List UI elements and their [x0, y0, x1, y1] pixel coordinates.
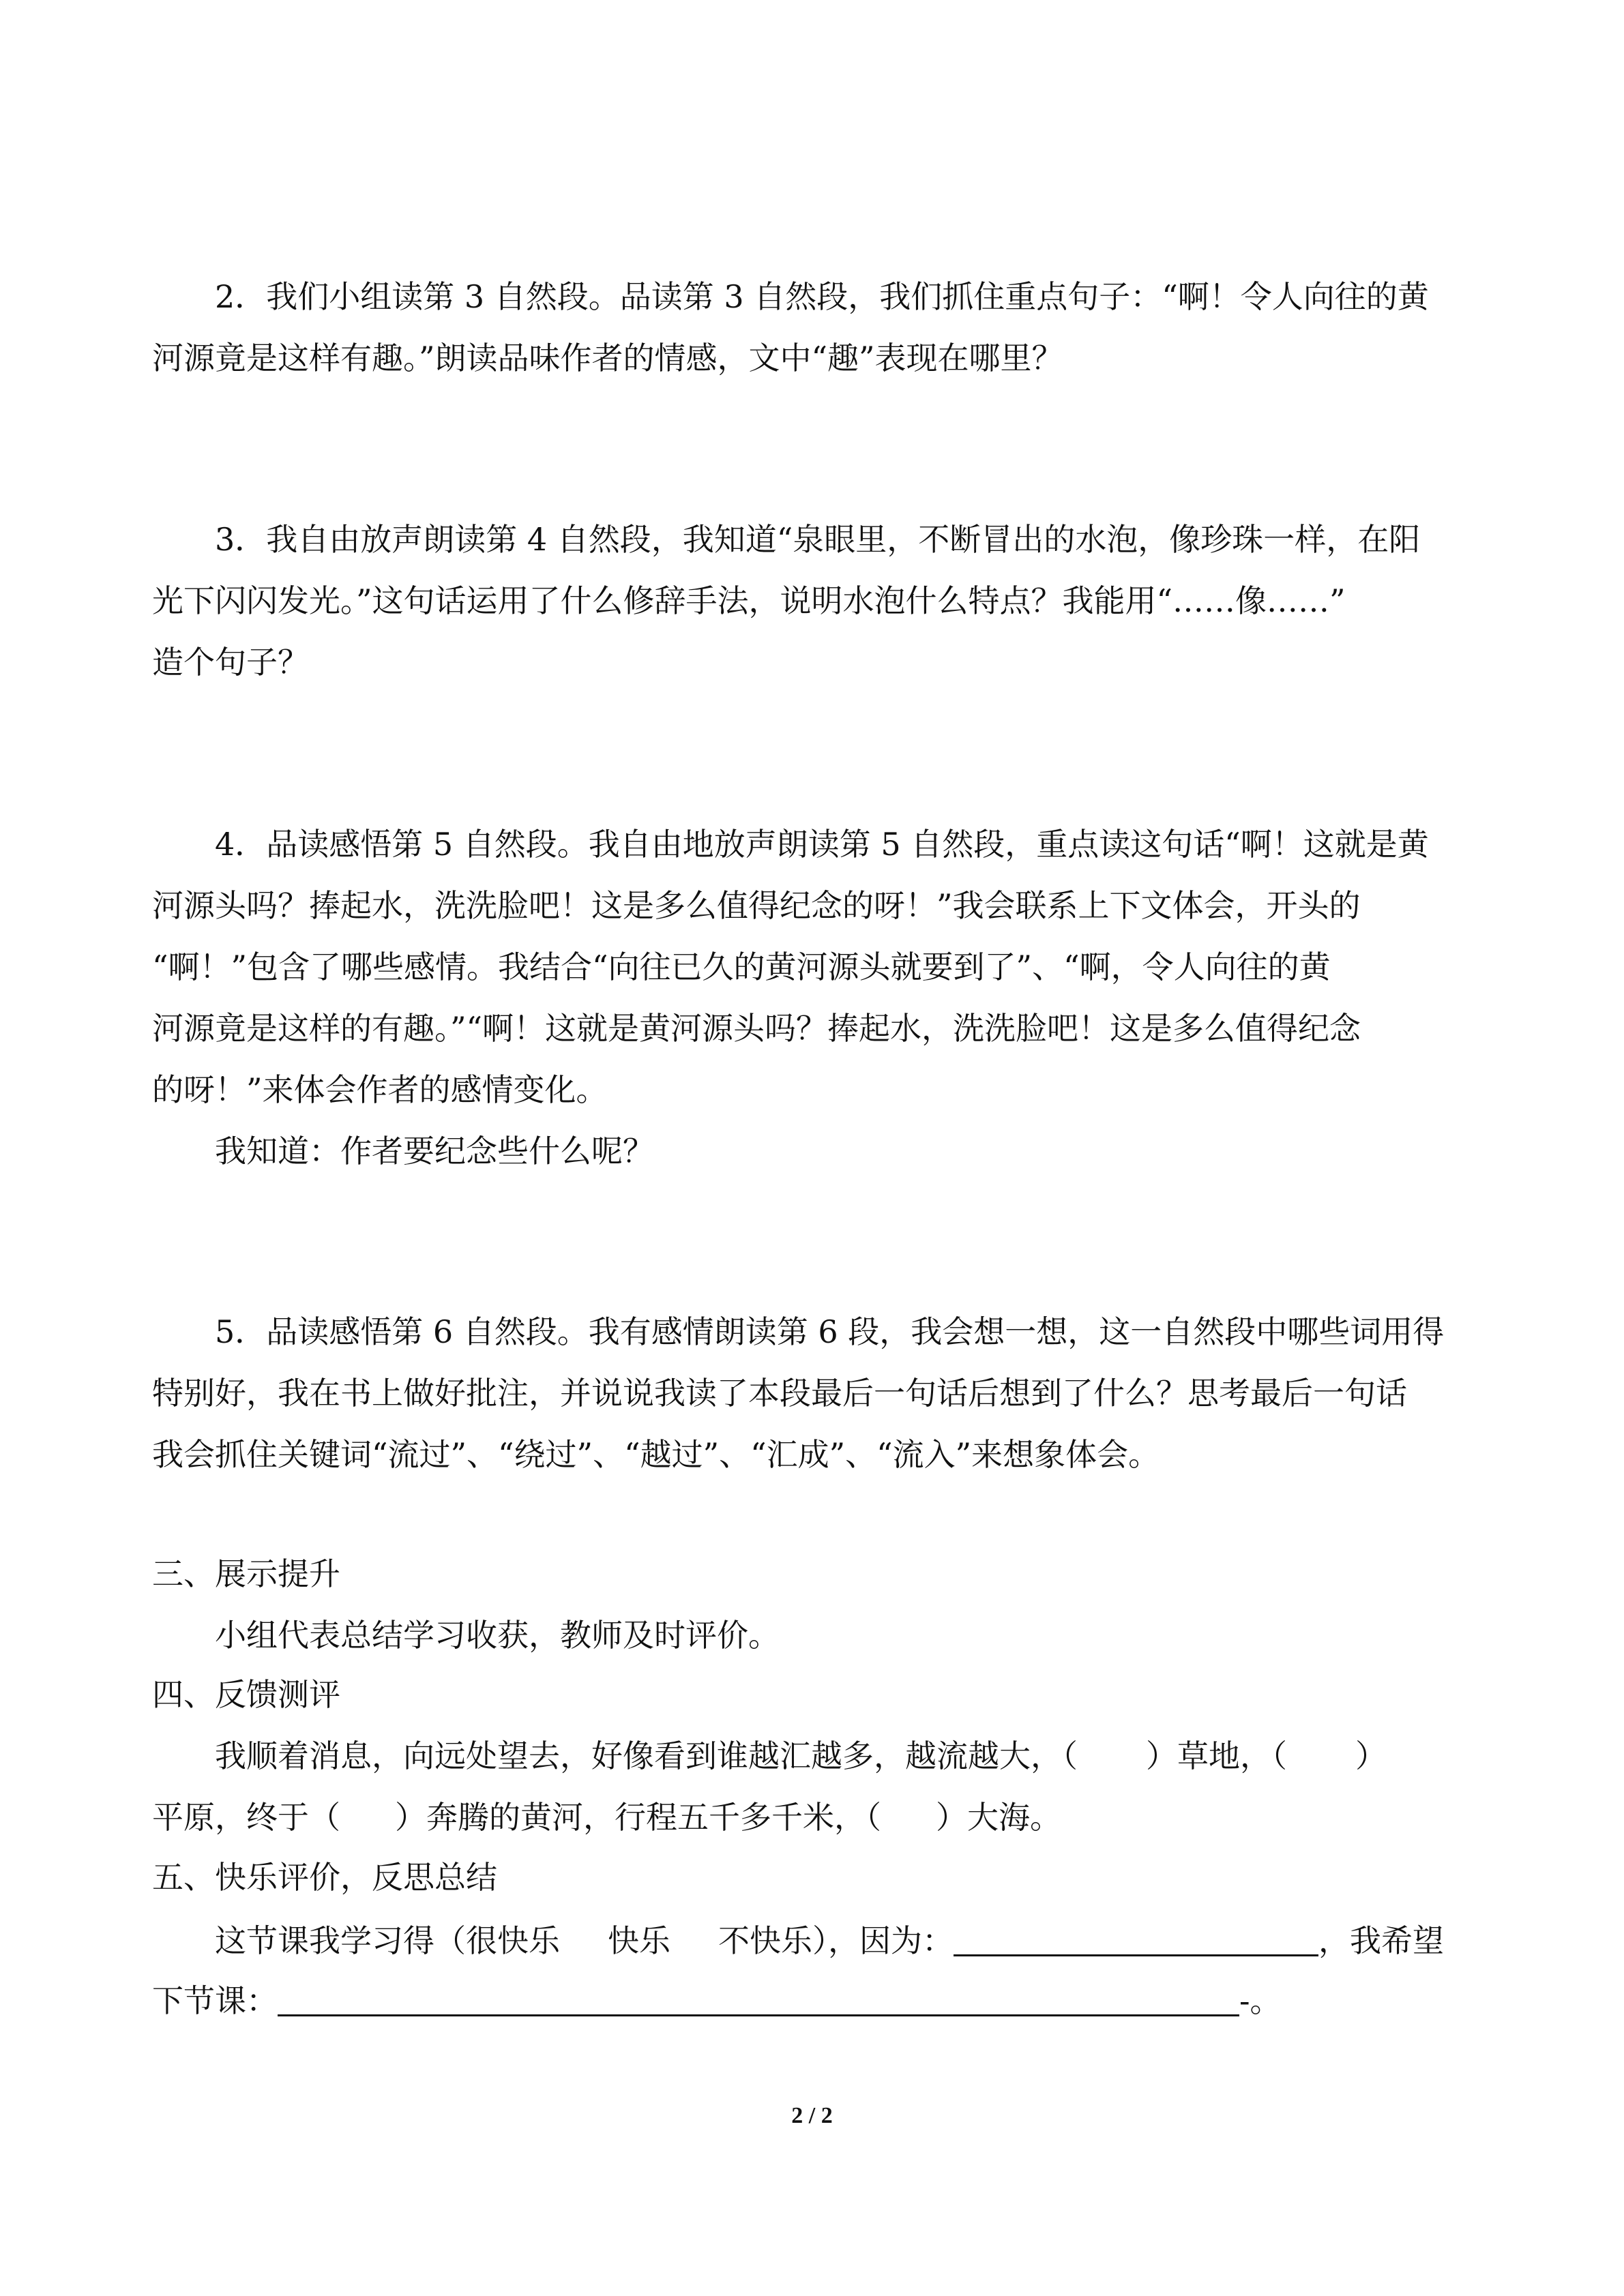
section5-line-2	[152, 1982, 1282, 2019]
q4-line-6: 我知道：作者要纪念些什么呢？	[215, 1133, 654, 1169]
eval-text-d: ，我希望	[1318, 1922, 1444, 1959]
q3-line-3: 造个句子？	[152, 644, 309, 681]
page-number: 2 / 2	[791, 2103, 833, 2128]
section4-heading: 四、反馈测评	[152, 1676, 340, 1713]
eval-text-e: 下节课：	[152, 1982, 278, 2019]
reason-blank[interactable]	[954, 1923, 1318, 1956]
section3-heading: 三、展示提升	[152, 1555, 340, 1592]
q5-line-1: 5．品读感悟第 6 自然段。我有感情朗读第 6 段，我会想一想，这一自然段中哪些词用得	[215, 1313, 1445, 1350]
q2-line-1: 2．我们小组读第 3 自然段。品读第 3 自然段，我们抓住重点句子：“啊！令人向往的黄	[215, 278, 1429, 315]
section5-heading: 五、快乐评价，反思总结	[152, 1859, 497, 1896]
fill-text-2c: ）大海。	[936, 1799, 1061, 1836]
q4-line-5: 的呀！”来体会作者的感情变化。	[152, 1071, 608, 1108]
hope-blank[interactable]	[278, 1983, 1239, 2016]
q4-line-4: 河源竟是这样的有趣。”“啊！这就是黄河源头吗？捧起水，洗洗脸吧！这是多么值得纪念	[152, 1010, 1361, 1047]
q5-line-2: 特别好，我在书上做好批注，并说说我读了本段最后一句话后想到了什么？思考最后一句话	[152, 1375, 1407, 1412]
fill-text-1a: 我顺着消息，向远处望去，好像看到谁越汇越多，越流越大，（	[215, 1738, 1078, 1774]
eval-text-a: 这节课我学习得（很快乐	[215, 1922, 560, 1959]
q3-line-2: 光下闪闪发光。”这句话运用了什么修辞手法，说明水泡什么特点？我能用“……像……”	[152, 582, 1346, 619]
section4-line-2	[152, 1799, 1061, 1836]
eval-text-c: 不快乐），因为：	[718, 1922, 954, 1959]
q4-line-3: “啊！”包含了哪些感情。我结合“向往已久的黄河源头就要到了”、“啊，令人向往的黄	[152, 949, 1331, 985]
section3-text: 小组代表总结学习收获，教师及时评价。	[215, 1617, 780, 1654]
q2-line-2: 河源竟是这样有趣。”朗读品味作者的情感，文中“趣”表现在哪里？	[152, 340, 1063, 376]
fill-text-1b: ）草地，（	[1146, 1738, 1287, 1774]
section4-line-1	[215, 1740, 1387, 1772]
q5-line-3: 我会抓住关键词“流过”、“绕过”、“越过”、“汇成”、“流入”来想象体会。	[152, 1436, 1160, 1473]
eval-text-f: -。	[1239, 1982, 1282, 2019]
fill-text-2b: ）奔腾的黄河，行程五千多千米，（	[395, 1799, 881, 1836]
q4-line-1: 4．品读感悟第 5 自然段。我自由地放声朗读第 5 自然段，重点读这句话“啊！这就是黄	[215, 826, 1429, 863]
q3-line-1: 3．我自由放声朗读第 4 自然段，我知道“泉眼里，不断冒出的水泡，像珍珠一样，在阳	[215, 521, 1421, 558]
q4-line-2: 河源头吗？捧起水，洗洗脸吧！这是多么值得纪念的呀！”我会联系上下文体会，开头的	[152, 887, 1361, 924]
eval-text-b: 快乐	[608, 1922, 670, 1959]
fill-text-2a: 平原，终于（	[152, 1799, 340, 1836]
fill-text-1c: ）	[1355, 1738, 1387, 1774]
section5-line-1	[215, 1922, 1444, 1959]
